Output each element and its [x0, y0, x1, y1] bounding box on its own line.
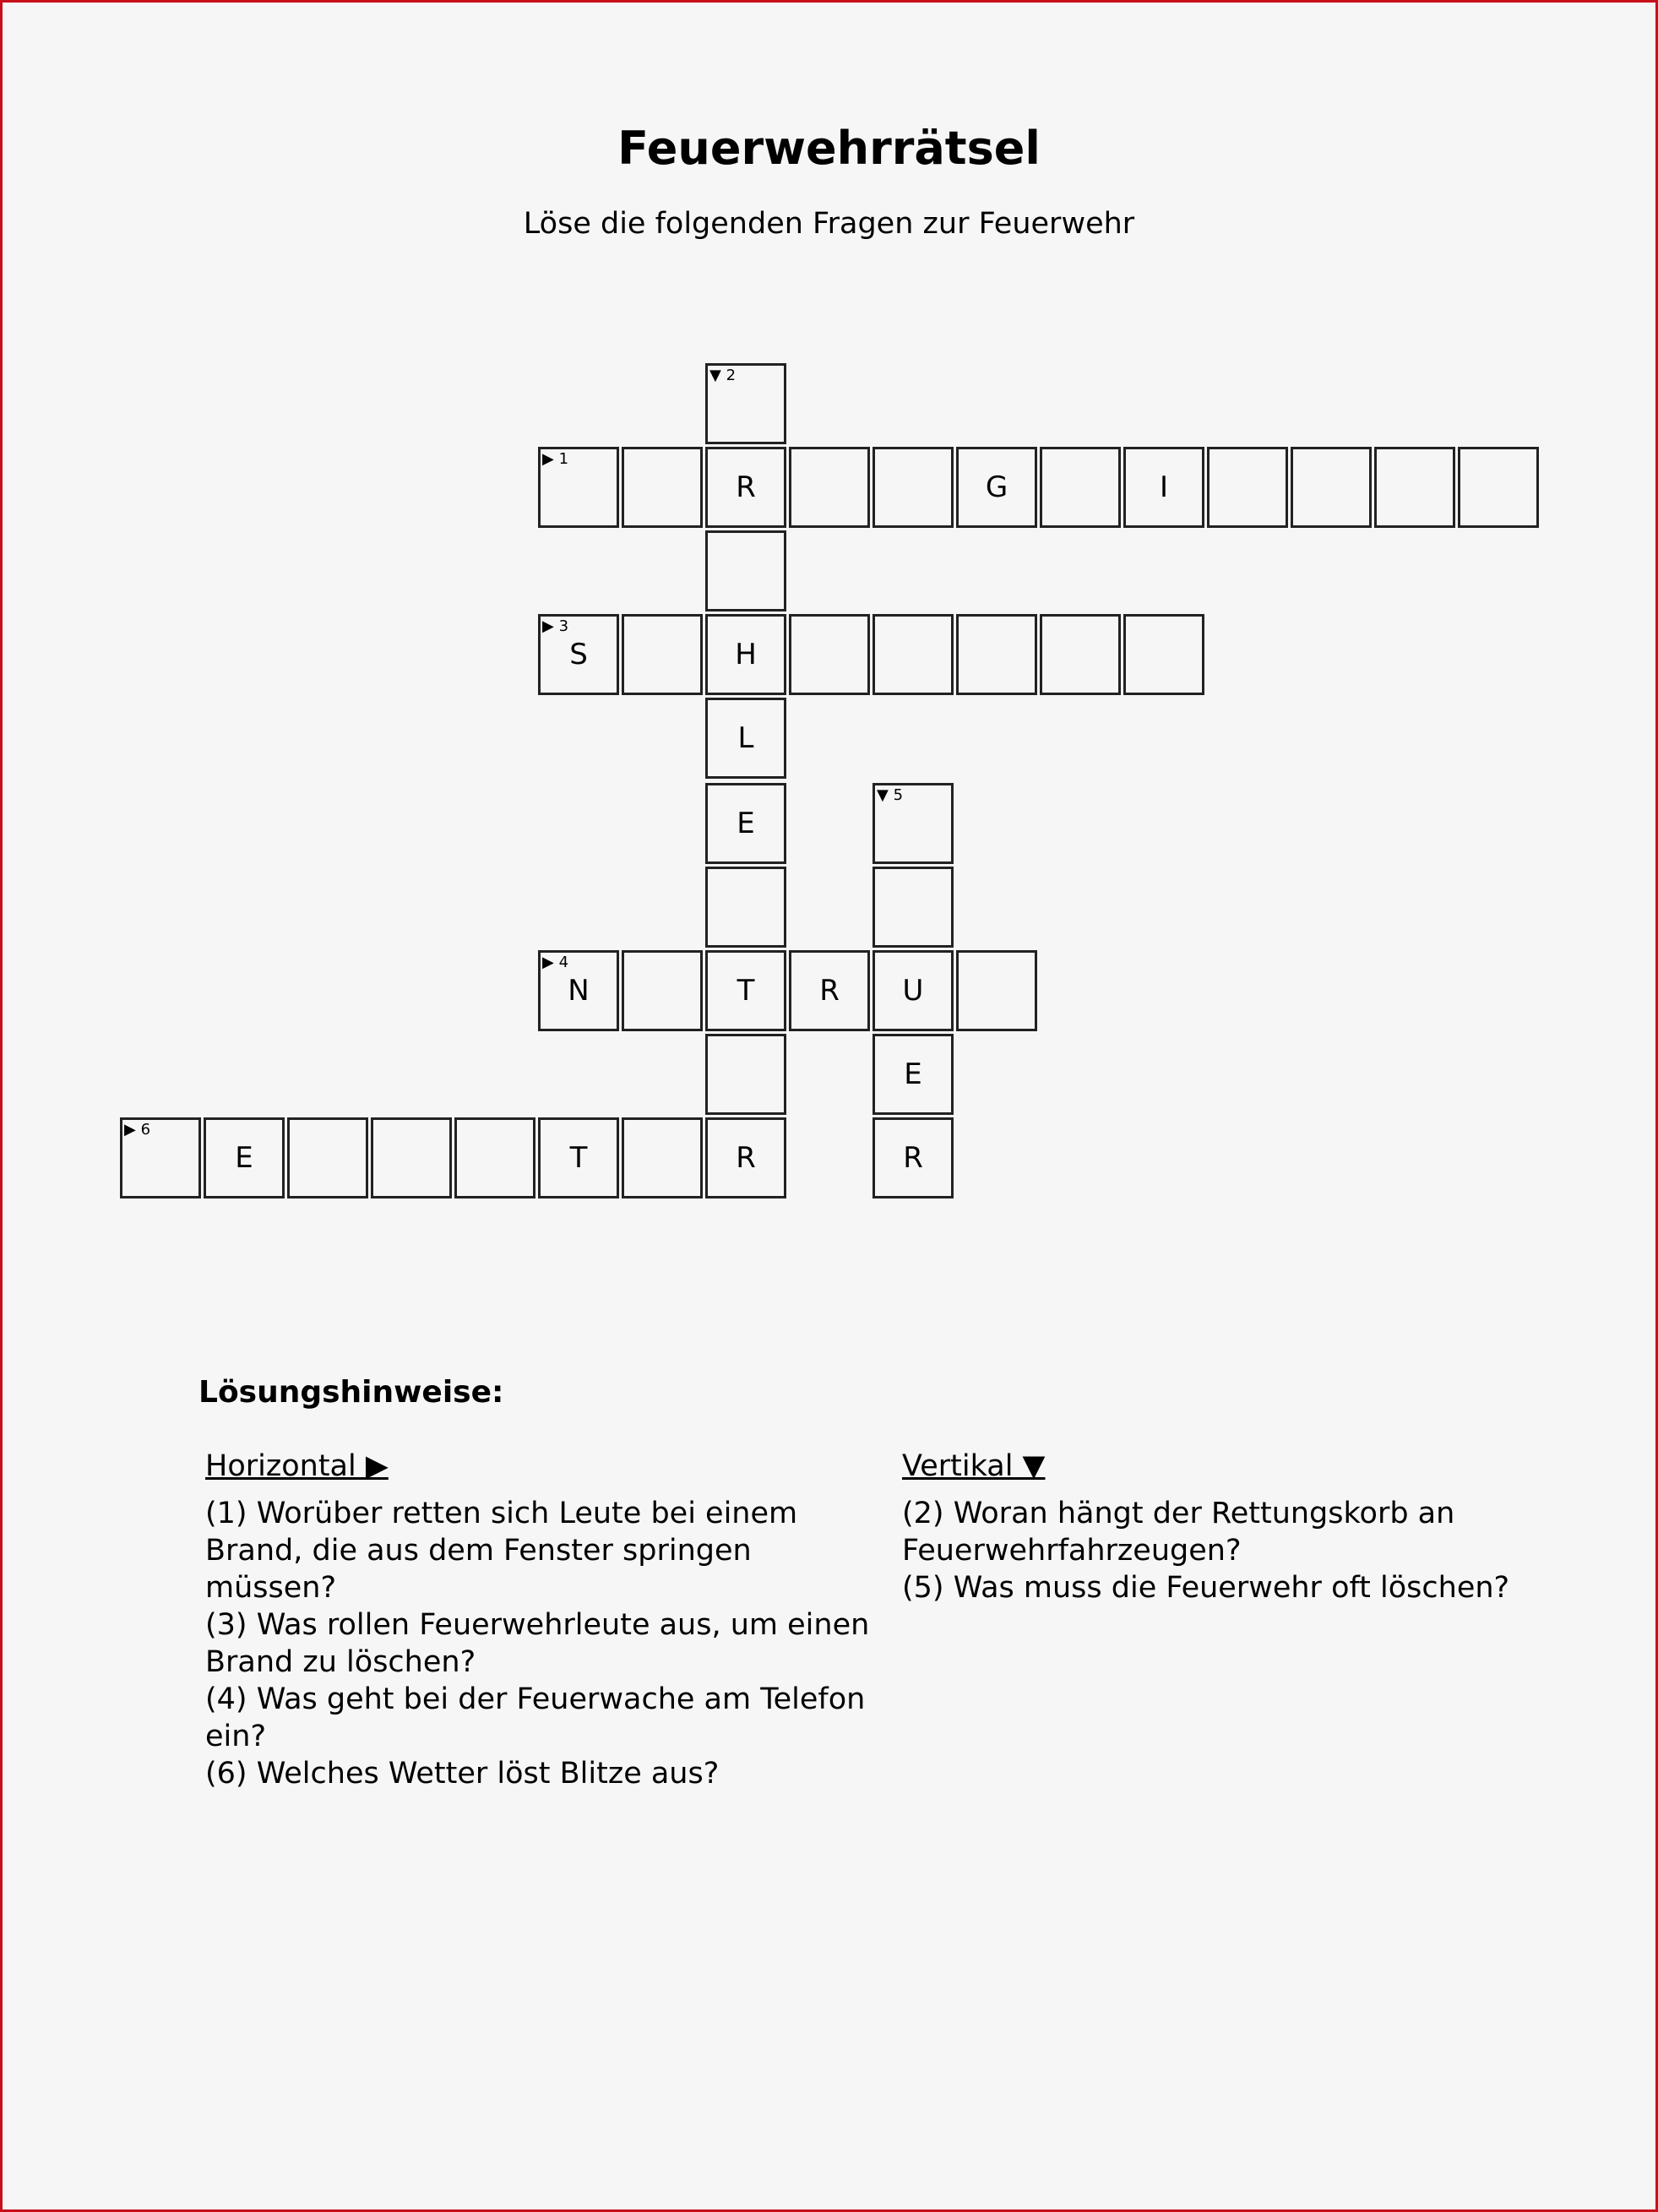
vertical-clues [902, 1448, 1544, 1606]
clue-number-marker: ▼ 5 [877, 786, 904, 804]
crossword-cell[interactable] [705, 1034, 786, 1115]
crossword-cell[interactable] [1207, 447, 1288, 528]
crossword-cell[interactable] [956, 950, 1037, 1031]
vertical-heading: Vertikal ▼ [902, 1449, 1046, 1483]
crossword-cell[interactable] [956, 614, 1037, 695]
clue-item: (4) Was geht bei der Feuerwache am Telefon ein? [205, 1682, 866, 1753]
page-title: Feuerwehrrätsel [617, 122, 1041, 175]
crossword-cell[interactable]: U [872, 950, 954, 1031]
crossword-cell[interactable] [622, 447, 703, 528]
crossword-cell[interactable] [872, 614, 954, 695]
clue-number-marker: ▶ 1 [542, 450, 569, 468]
crossword-cell[interactable]: N ▶ 4 [538, 950, 619, 1031]
horizontal-heading: Horizontal ▶ [205, 1449, 389, 1483]
crossword-cell[interactable] [1374, 447, 1455, 528]
clue-number-marker: ▶ 4 [542, 954, 569, 971]
crossword-cell[interactable]: E [705, 783, 786, 864]
clue-number-marker: ▶ 3 [542, 617, 569, 635]
crossword-cell[interactable]: R [872, 1117, 954, 1198]
crossword-cell[interactable] [705, 530, 786, 611]
crossword-cell[interactable] [120, 1117, 201, 1198]
clue-item: (5) Was muss die Feuerwehr oft löschen? [902, 1571, 1510, 1605]
crossword-cell[interactable] [872, 447, 954, 528]
crossword-cell[interactable] [1123, 614, 1204, 695]
crossword-cell[interactable] [789, 614, 870, 695]
crossword-cell[interactable] [1040, 447, 1121, 528]
crossword-cell[interactable] [371, 1117, 452, 1198]
crossword-cell[interactable] [1040, 614, 1121, 695]
crossword-cell[interactable]: G [956, 447, 1037, 528]
crossword-cell[interactable]: L [705, 698, 786, 779]
clue-number-marker: ▼ 2 [709, 367, 737, 384]
crossword-cell[interactable]: T [705, 950, 786, 1031]
crossword-cell[interactable] [622, 950, 703, 1031]
crossword-cell[interactable] [705, 363, 786, 444]
crossword-cell[interactable] [789, 447, 870, 528]
crossword-cell[interactable] [538, 447, 619, 528]
crossword-cell[interactable] [1458, 447, 1539, 528]
crossword-cell[interactable]: E [872, 1034, 954, 1115]
clue-item: (2) Woran hängt der Rettungskorb an Feuerwehrfahrzeugen? [902, 1497, 1455, 1568]
crossword-cell[interactable]: H [705, 614, 786, 695]
crossword-cell[interactable]: E [204, 1117, 285, 1198]
crossword-cell[interactable]: R [705, 1117, 786, 1198]
page-subtitle: Löse die folgenden Fragen zur Feuerwehr [523, 207, 1135, 241]
clue-item: (1) Worüber retten sich Leute bei einem Brand, die aus dem Fenster springen müssen? [205, 1497, 798, 1605]
horizontal-clues [205, 1448, 872, 1792]
clue-item: (3) Was rollen Feuerwehrleute aus, um einen Brand zu löschen? [205, 1608, 870, 1679]
hints-heading: Lösungshinweise: [198, 1375, 504, 1410]
crossword-cell[interactable] [622, 1117, 703, 1198]
crossword-cell[interactable] [454, 1117, 535, 1198]
crossword-cell[interactable] [872, 783, 954, 864]
crossword-cell[interactable] [872, 867, 954, 948]
crossword-cell[interactable] [622, 614, 703, 695]
crossword-cell[interactable]: S ▶ 3 [538, 614, 619, 695]
crossword-cell[interactable]: R [789, 950, 870, 1031]
crossword-cell[interactable] [287, 1117, 368, 1198]
crossword-cell[interactable] [1291, 447, 1372, 528]
crossword-cell[interactable]: R [705, 447, 786, 528]
crossword-cell[interactable] [705, 867, 786, 948]
crossword-cell[interactable]: I [1123, 447, 1204, 528]
clue-number-marker: ▶ 6 [124, 1121, 151, 1139]
crossword-cell[interactable]: T [538, 1117, 619, 1198]
clue-item: (6) Welches Wetter löst Blitze aus? [205, 1757, 720, 1791]
